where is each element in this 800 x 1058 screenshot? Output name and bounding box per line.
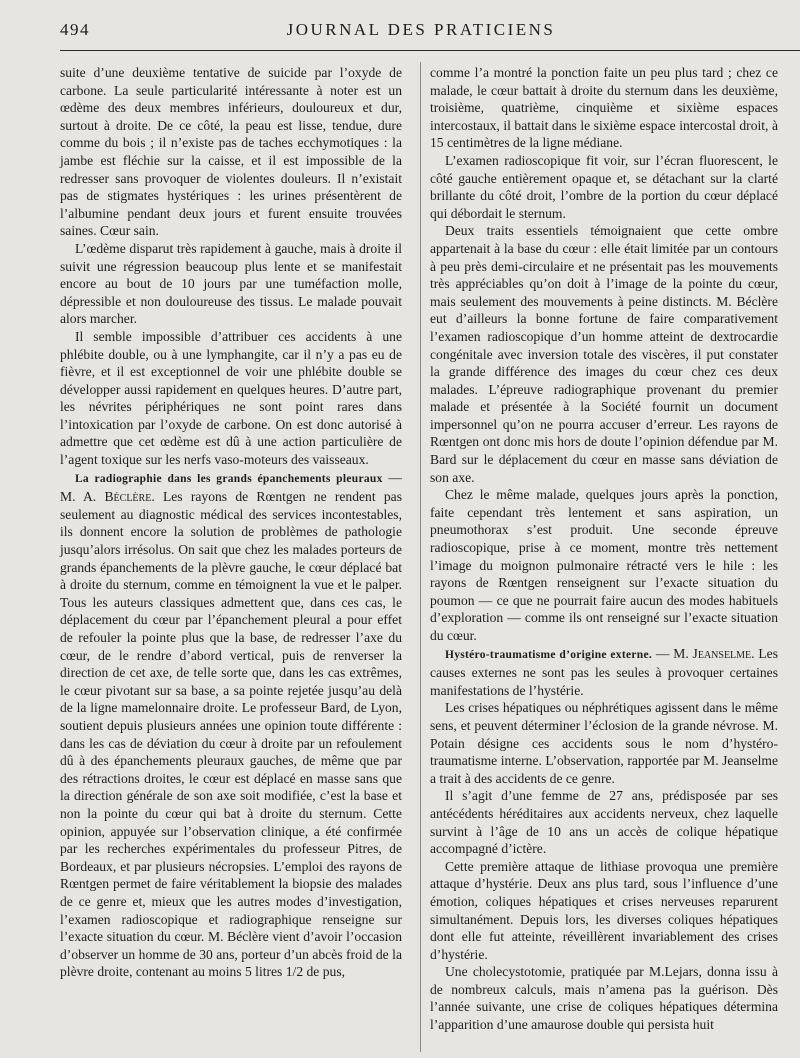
paragraph: Il s’agit d’une femme de 27 ans, prédisposée par ses antécédents héréditaires aux accidents nerveux, chez laquelle survint à l’âge de 10 ans un accès de colique hépatique accompagné d’ictère. — [430, 788, 778, 857]
heading-dash: — M. A. — [60, 469, 402, 505]
paragraph: Cette première attaque de lithiase provoqua une première attaque d’hystérie. Deux ans plus tard, sous l’influence d’une émotion, coliques hépatiques et crises nerveuses reparurent simultanément. Depuis lors, les diverses coliques hépatiques dont elle fut atteinte, réveillèrent invariablement des crises d’hystérie. — [430, 858, 778, 962]
section-paragraph — [60, 469, 402, 981]
section-text: . Les rayons de Rœntgen ne rendent pas seulement au diagnostic médical des services incontestables, ils donnent encore la solution de problèmes de pathologie jusqu’alors irrésolus. On sait que chez les malades porteurs de grands épanchements de la plèvre gauche, le cœur déplacé bat à droite du sternum, comme en témoignent la vue et le palper. Tous les auteurs classiques admettent que, dans ces cas, le déplacement du cœur par l’épanchement pleural a pour effet de refouler la pointe plus que la base, de redresser l’axe du cœur, de le rendre d’abord vertical, puis de renverser la direction de cet axe, de telle sorte que, dans les cas extrêmes, le cœur pivotant sur sa base, a sa pointe rejetée jusqu’au delà de la ligne mamelonnaire droite. Le professeur Bard, de Lyon, soutient depuis plusieurs années une opinion toute différente : dans les cas de déviation du cœur à droite par un refoulement dû à des épanchements pleuraux gauches, de même que par des rétractions droites, le cœur est déplacé en masse sans que la direction générale de son axe soit modifiée, c’est la base et non la pointe du cœur qui bat à droite du sternum. Cette opinion, appuyée sur l’observation clinique, a été confirmée par les recherches expérimentales du professeur Pitres, de Bordeaux, et par plusieurs nécropsies. L’emploi des rayons de Rœntgen permet de faire véritablement la biopsie des malades de ce genre et, mieux que les autres modes d’investigation, l’examen radioscopique et radiographique renseigne sur l’exacte situation du cœur. M. Béclère vient d’avoir l’occasion d’observer un homme de 30 ans, porteur d’un abcès froid de la plèvre droite, contenant au moins 5 litres 1/2 de pus, — [60, 489, 402, 980]
section-heading: Hystéro-traumatisme d’origine externe. — [444, 648, 653, 661]
heading-dash: — M. — [652, 645, 693, 661]
paragraph: Une cholecystotomie, pratiquée par M.Lejars, donna issu à de nombreux calculs, mais n’amena pas la guérison. Dès l’année suivante, une crise de coliques hépatiques détermina l’apparition d’une amaurose double qui persista huit — [430, 964, 778, 1033]
page-number: 494 — [60, 20, 90, 39]
column-divider — [420, 62, 421, 1052]
paragraph: Deux traits essentiels témoignaient que cette ombre appartenait à la base du cœur : elle était limitée par un contours à peu près demi-circulaire et ne présentait pas les mouvements très appréciables qu’on doit à l’image de la pointe du cœur, mais seulement des mouvements à peine distincts. M. Béclère eut d’ailleurs la bonne fortune de faire comparativement l’examen radioscopique d’un homme atteint de dextrocardie congénitale avec inversion totale des viscères, il put constater la grande différence des images du cœur chez ces deux malades. L’épreuve radiographique provenant du premier malade et présentée à la Société fournit un document impersonnel qu’on ne pourra accuser d’erreur. Les rayons de Rœntgen ont donc mis hors de doute l’opinion défendue par M. Bard sur le déplacement du cœur en masse sans déviation de son axe. — [430, 223, 778, 485]
left-column — [60, 64, 402, 981]
paragraph: suite d’une deuxième tentative de suicide par l’oxyde de carbone. La seule particularité intéressante à noter est un œdème des deux membres inférieurs, douloureux et dur, surtout à droite. De ce côté, la peau est lisse, tendue, dure comme du bois ; il n’existe pas de taches ecchymotiques : la jambe est fléchie sur la caisse, et il est impossible de la redresser sans provoquer de violentes douleurs. Il n’existait pas de stigmates hystériques : les urines présentèrent de l’albumine pendant deux jours et furent ensuite trouvées saines. Cœur sain. — [60, 65, 402, 239]
paragraph: L’œdème disparut très rapidement à gauche, mais à droite il suivit une régression beaucoup plus lente et se manifestait encore au bout de 10 jours par une tuméfaction molle, dépressible et non douloureuse des tissus. Le malade pouvait alors marcher. — [60, 240, 402, 327]
header-rule — [60, 50, 800, 51]
running-title: JOURNAL DES PRATICIENS — [286, 20, 556, 39]
paragraph: Les crises hépatiques ou néphrétiques agissent dans le même sens, et peuvent déterminer l’éclosion de la grande névrose. M. Potain désigne ces accidents sous le nom d’hystéro-traumatisme interne. L’observation, rapportée par M. Jeanselme a trait à des accidents de ce genre. — [430, 700, 778, 786]
section-paragraph — [430, 645, 778, 700]
right-column — [430, 64, 778, 1034]
paragraph: Chez le même malade, quelques jours après la ponction, faite cependant très lentement et sans aspiration, un pneumothorax s’est produit. Une seconde épreuve radioscopique, prise à ce moment, montre très nettement l’image du moignon pulmonaire rétracté vers le hile : les rayons de Rœntgen renseignent sur l’exacte situation du poumon — ce que ne pourrait faire aucun des modes habituels d’exploration — comme ils ont renseigné sur l’exacte situation du cœur. — [430, 487, 778, 643]
section-heading: La radiographie dans les grands épanchements pleuraux — [74, 472, 383, 485]
paragraph: comme l’a montré la ponction faite un peu plus tard ; chez ce malade, le cœur battait à droite du sternum dans les deuxième, troisième, quatrième, cinquième et sixième espaces intercostaux, il battait dans le sixième espace intercostal droit, à 15 centimètres de la ligne médiane. — [430, 65, 778, 151]
author-name: Jeanselme — [692, 645, 752, 661]
page-header — [60, 20, 782, 46]
paragraph: Il semble impossible d’attribuer ces accidents à une phlébite double, ou à une lymphangite, car il n’y a pas eu de fièvre, et il est exceptionnel de voir une phlébite double se développer aussi rapidement en quelques heures. D’autre part, les névrites périphériques ne sont point rares dans l’intoxication par l’oxyde de carbone. On est donc autorisé à admettre que cet œdème est dû à une action particulière de l’agent toxique sur les nerfs vaso-moteurs des vaisseaux. — [60, 328, 402, 468]
section-text: . Les causes externes ne sont pas les seules à provoquer certaines manifestations de l’hystérie. — [430, 645, 778, 698]
author-name: Béclère — [104, 489, 152, 505]
paragraph: L’examen radioscopique fit voir, sur l’écran fluorescent, le côté gauche entièrement opaque et, se détachant sur la clarté brillante du côté droit, l’ombre de la portion du cœur déplacé qui débordait le sternum. — [430, 152, 778, 221]
